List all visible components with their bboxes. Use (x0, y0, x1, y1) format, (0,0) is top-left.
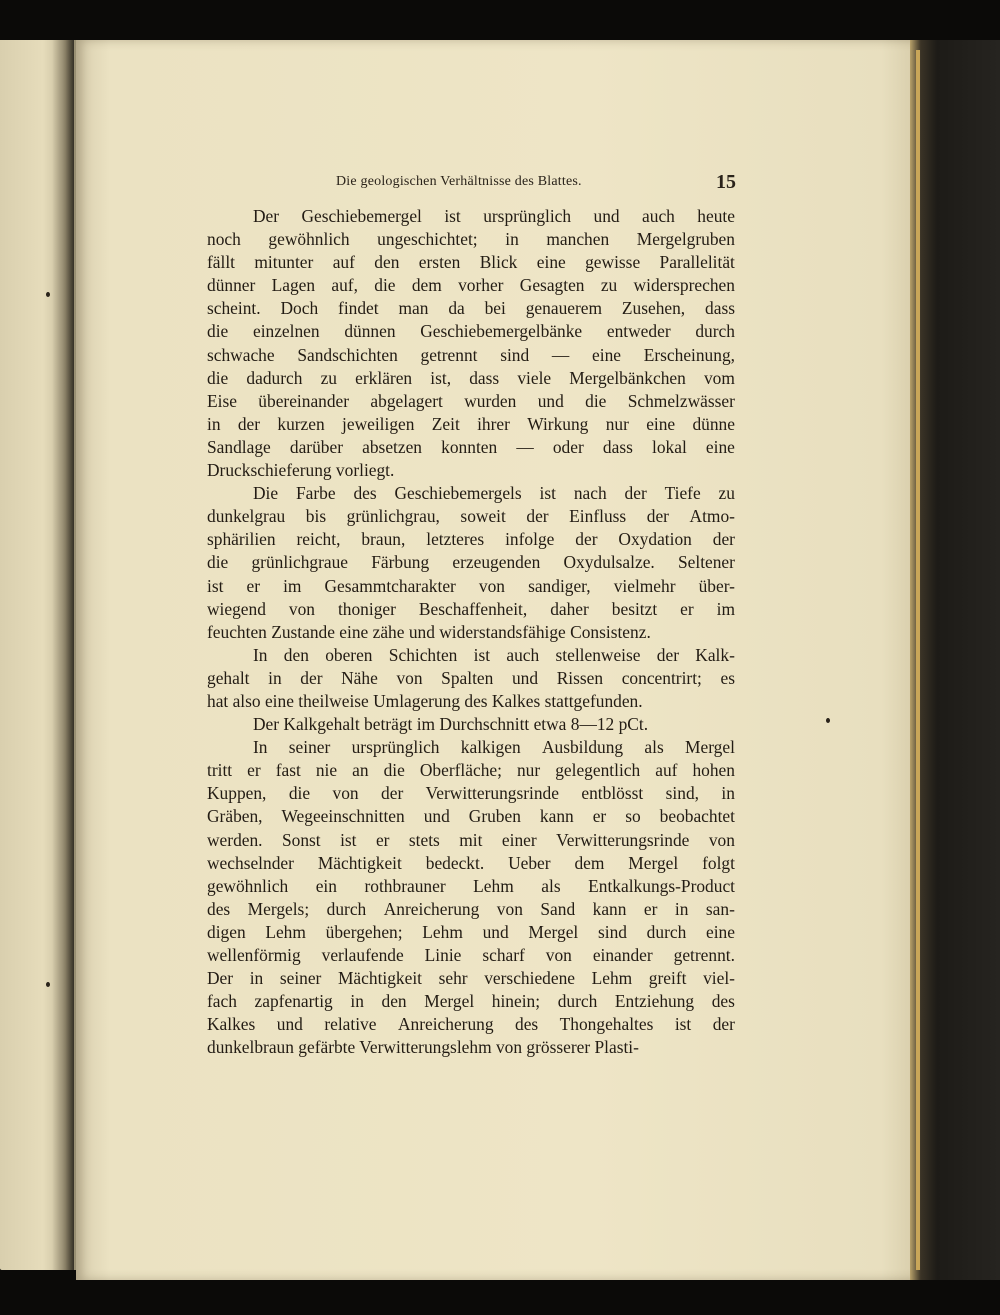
text-line: Gräben, Wegeeinschnitten und Gruben kann er so beobachtet (207, 806, 735, 827)
text-line: scheint. Doch findet man da bei genauerem Zusehen, dass (207, 298, 735, 319)
text-line: Die Farbe des Geschiebemergels ist nach der Tiefe zu (253, 483, 735, 504)
text-line: fällt mitunter auf den ersten Blick eine gewisse Parallelität (207, 252, 735, 273)
text-line: Der Kalkgehalt beträgt im Durchschnitt etwa 8—12 pCt. (253, 714, 649, 735)
text-line: die einzelnen dünnen Geschiebemergelbänke entweder durch (207, 321, 735, 342)
text-line: sphärilien reicht, braun, letzteres infolge der Oxydation der (207, 529, 735, 550)
text-line: gehalt in der Nähe von Spalten und Rissen concentrirt; es (207, 667, 735, 688)
text-line: wechselnder Mächtigkeit bedeckt. Ueber dem Mergel folgt (207, 852, 735, 873)
text-line: In seiner ursprünglich kalkigen Ausbildung als Mergel (253, 737, 735, 758)
margin-mark (46, 982, 50, 987)
page-header (208, 171, 736, 194)
text-line: Kalkes und relative Anreicherung des Thongehaltes ist der (207, 1014, 735, 1035)
text-line: hat also eine theilweise Umlagerung des Kalkes stattgefunden. (207, 690, 643, 711)
body-text (207, 205, 735, 1059)
text-line: schwache Sandschichten getrennt sind — eine Erscheinung, (207, 344, 735, 365)
text-line: In den oberen Schichten ist auch stellenweise der Kalk- (253, 644, 735, 665)
text-line: dunkelbraun gefärbte Verwitterungslehm von grösserer Plasti- (207, 1037, 639, 1058)
running-head: Die geologischen Verhältnisse des Blattes. (336, 174, 582, 189)
text-line: digen Lehm übergehen; Lehm und Mergel sind durch eine (207, 921, 735, 942)
text-line: die grünlichgraue Färbung erzeugenden Oxydulsalze. Seltener (207, 552, 735, 573)
left-facing-page-edge (0, 40, 78, 1270)
margin-mark (46, 292, 50, 297)
text-line: dunkelgrau bis grünlichgrau, soweit der Einfluss der Atmo- (207, 506, 735, 527)
text-line: ist er im Gesammtcharakter von sandiger, vielmehr über- (207, 575, 735, 596)
text-line: die dadurch zu erklären ist, dass viele Mergelbänkchen vom (207, 367, 735, 388)
text-line: Der Geschiebemergel ist ursprünglich und auch heute (253, 206, 735, 226)
text-line: in der kurzen jeweiligen Zeit ihrer Wirkung nur eine dünne (207, 413, 735, 434)
text-line: dünner Lagen auf, die dem vorher Gesagten zu widersprechen (207, 275, 735, 296)
text-line: noch gewöhnlich ungeschichtet; in manchen Mergelgruben (207, 229, 735, 250)
margin-mark (826, 718, 830, 723)
text-line: fach zapfenartig in den Mergel hinein; durch Entziehung des (207, 991, 735, 1012)
gutter-shadow (52, 40, 74, 1270)
text-line: feuchten Zustande eine zähe und widerstandsfähige Consistenz. (207, 621, 651, 642)
book-cover-edge (910, 40, 1000, 1280)
text-line: werden. Sonst ist er stets mit einer Verwitterungsrinde von (207, 829, 735, 850)
text-line: wellenförmig verlaufende Linie scharf von einander getrennt. (207, 945, 735, 965)
page-number: 15 (716, 171, 736, 193)
text-line: Eise übereinander abgelagert wurden und die Schmelzwässer (207, 390, 735, 411)
text-line: Kuppen, die von der Verwitterungsrinde entblösst sind, in (207, 783, 735, 804)
gilt-page-edge (916, 50, 920, 1270)
text-line: des Mergels; durch Anreicherung von Sand kann er in san- (207, 898, 735, 919)
text-line: wiegend von thoniger Beschaffenheit, daher besitzt er im (207, 598, 735, 619)
text-line: Sandlage darüber absetzen konnten — oder dass lokal eine (207, 436, 735, 457)
text-line: gewöhnlich ein rothbrauner Lehm als Entkalkungs-Product (207, 875, 735, 896)
text-line: tritt er fast nie an die Oberfläche; nur gelegentlich auf hohen (207, 760, 735, 781)
text-line: Der in seiner Mächtigkeit sehr verschiedene Lehm greift viel- (207, 968, 735, 989)
text-line: Druckschieferung vorliegt. (207, 460, 395, 481)
